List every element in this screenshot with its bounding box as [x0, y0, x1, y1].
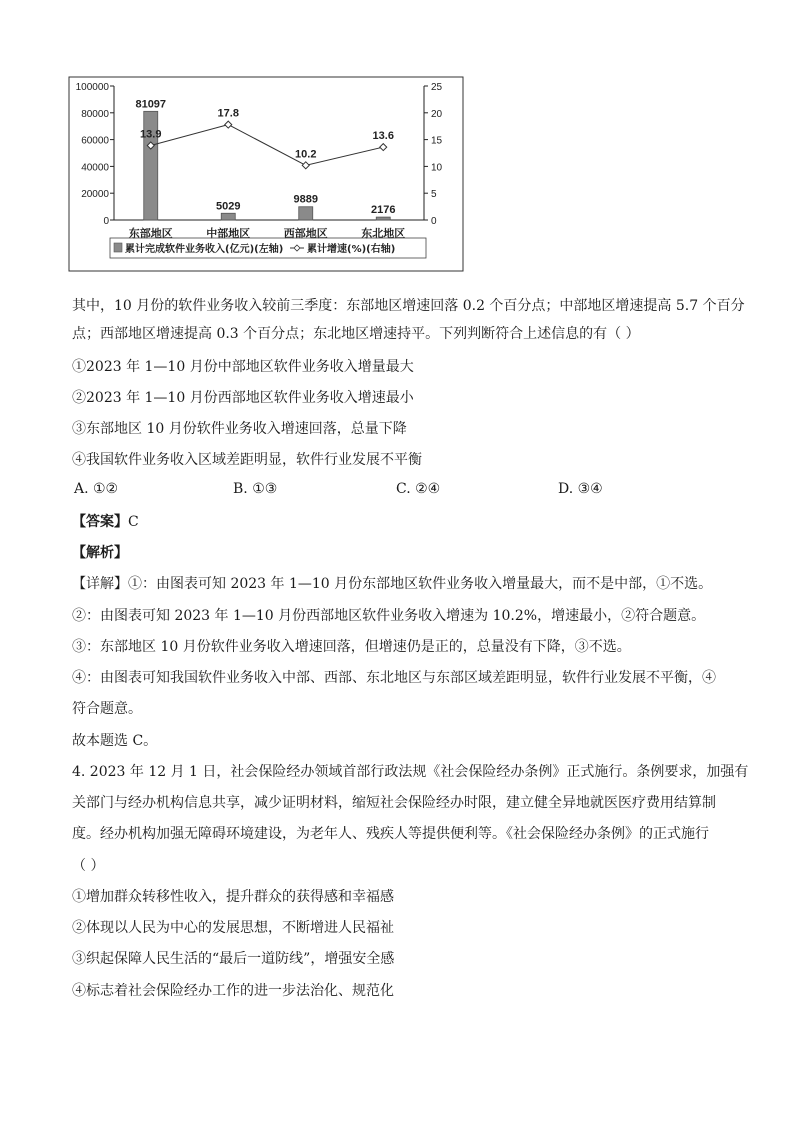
growth-label: 17.8: [217, 107, 239, 120]
left-tick-label: 0: [103, 216, 109, 227]
answer-label: 【答案】: [72, 514, 128, 530]
choice-statement: ④我国软件业务收入区域差距明显，软件行业发展不平衡: [72, 452, 422, 468]
choice-statement: ③东部地区 10 月份软件业务收入增速回落，总量下降: [72, 421, 407, 437]
choice-statement: ②体现以人民为中心的发展思想，不断增进人民福祉: [72, 920, 394, 936]
bar-label: 81097: [135, 98, 167, 111]
answer-value: C: [128, 514, 139, 530]
legend-bar-swatch: [114, 243, 122, 252]
growth-label: 13.9: [140, 128, 162, 141]
bar-label: 5029: [216, 200, 241, 213]
right-tick-label: 25: [431, 82, 443, 93]
detail-line: ②：由图表可知 2023 年 1—10 月份西部地区软件业务收入增速为 10.2%，增速最小，②符合题意。: [72, 608, 706, 624]
choice-statement: ③织起保障人民生活的“最后一道防线”，增强安全感: [72, 951, 395, 967]
question-4-line: 度。经办机构加强无障碍环境建设，为老年人、残疾人等提供便利等。《社会保险经办条例》的正式施行: [72, 826, 709, 842]
right-tick-label: 0: [431, 216, 437, 227]
question-4-line: 4. 2023 年 12 月 1 日，社会保险经办领域首部行政法规《社会保险经办条例》正式施行。条例要求，加强有: [72, 764, 749, 780]
left-tick-label: 80000: [81, 108, 109, 120]
right-tick-label: 15: [431, 135, 443, 147]
detail-line: ③：东部地区 10 月份软件业务收入增速回落，但增速仍是正的，总量没有下降，③不选。: [72, 639, 631, 655]
category-label: 中部地区: [206, 227, 251, 240]
left-tick-label: 60000: [81, 135, 109, 147]
growth-point: [380, 144, 387, 151]
chart-frame: [69, 77, 463, 271]
question-4-line: （ ）: [72, 858, 105, 874]
growth-label: 13.6: [372, 130, 394, 143]
detail-line: 符合题意。: [72, 701, 142, 717]
paragraph-line: 其中，10 月份的软件业务收入较前三季度：东部地区增速回落 0.2 个百分点；中部地区增速提高 5.7 个百分: [72, 298, 745, 314]
choice-statement: ①增加群众转移性收入，提升群众的获得感和幸福感: [72, 889, 394, 905]
software-revenue-chart: [68, 76, 464, 272]
category-label: 东部地区: [128, 227, 173, 240]
detail-line: ④：由图表可知我国软件业务收入中部、西部、东北地区与东部区域差距明显，软件行业发展不平衡，④: [72, 670, 716, 686]
option-b: B. ①③: [233, 481, 278, 497]
bar: [299, 207, 313, 220]
category-label: 东北地区: [361, 227, 406, 240]
growth-point: [225, 121, 232, 128]
bar: [376, 217, 390, 220]
choice-statement: ④标志着社会保险经办工作的进一步法治化、规范化: [72, 983, 394, 999]
right-tick-label: 20: [431, 108, 443, 120]
question-4-line: 关部门与经办机构信息共享，减少证明材料，缩短社会保险经办时限，建立健全异地就医医疗费用结算制: [72, 795, 716, 811]
growth-point: [302, 162, 309, 169]
option-c: C. ②④: [396, 481, 441, 497]
choice-statement: ①2023 年 1—10 月份中部地区软件业务收入增量最大: [72, 359, 414, 375]
bar-label: 2176: [371, 204, 396, 217]
legend-line-label: 累计增速(%)(右轴): [307, 244, 396, 255]
option-a: A. ①②: [74, 481, 119, 497]
category-label: 西部地区: [283, 227, 328, 240]
legend-marker: [294, 245, 300, 251]
chart-container: [68, 76, 464, 272]
paragraph-line: 点；西部地区增速提高 0.3 个百分点；东北地区增速持平。下列判断符合上述信息的有（ ）: [72, 326, 640, 342]
bar-label: 9889: [293, 193, 318, 206]
left-tick-label: 20000: [81, 189, 109, 201]
legend-bar-label: 累计完成软件业务收入(亿元)(左轴): [125, 244, 284, 255]
right-tick-label: 5: [431, 189, 437, 201]
right-tick-label: 10: [431, 162, 443, 174]
analysis-label: 【解析】: [72, 545, 128, 561]
option-d: D. ③④: [558, 481, 603, 497]
answer-line: [72, 512, 139, 532]
detail-label: 【详解】: [72, 576, 128, 592]
choice-statement: ②2023 年 1—10 月份西部地区软件业务收入增速最小: [72, 390, 414, 406]
detail-line: 【详解】①：由图表可知 2023 年 1—10 月份东部地区软件业务收入增量最大，而不是中部，①不选。: [72, 576, 713, 592]
growth-line: [151, 125, 384, 166]
growth-label: 10.2: [295, 148, 317, 161]
conclusion: 故本题选 C。: [72, 733, 158, 749]
left-tick-label: 40000: [81, 162, 109, 174]
left-tick-label: 100000: [75, 82, 109, 93]
bar: [221, 213, 235, 220]
